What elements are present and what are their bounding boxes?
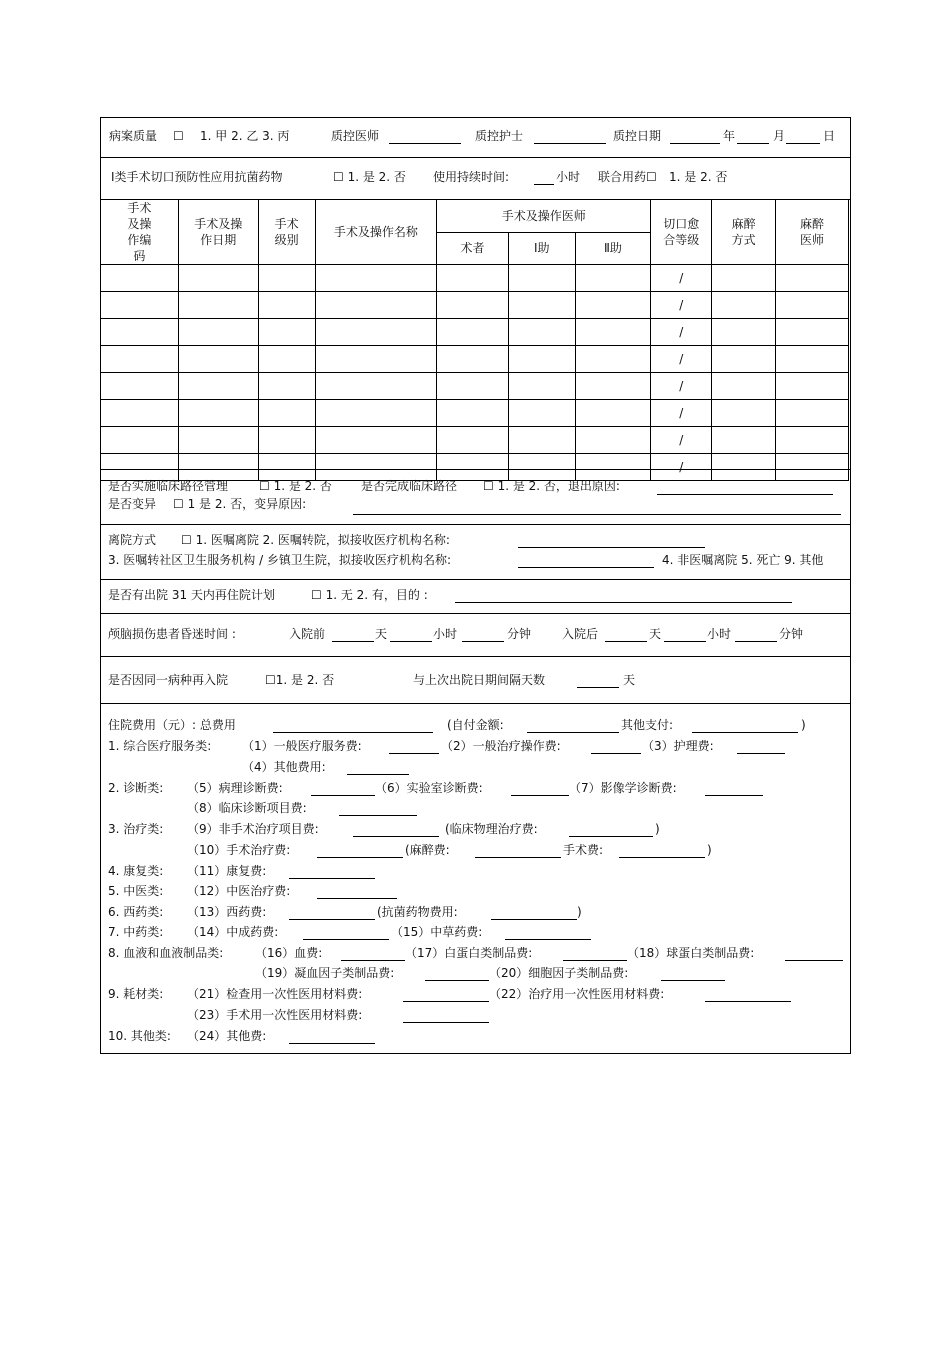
col-wound-grade: 切口愈合等级 xyxy=(651,200,712,265)
discharge-options-line2[interactable]: 3. 医嘱转社区卫生服务机构 / 乡镇卫生院，拟接收医疗机构名称: xyxy=(108,553,451,567)
item-2-label: （2）一般治疗操作费: xyxy=(441,739,561,753)
item-13-close: ) xyxy=(577,905,582,919)
antibiotic-section xyxy=(100,157,851,200)
item-18-field[interactable] xyxy=(785,948,843,961)
case-quality-checkbox[interactable]: ☐ xyxy=(173,129,184,143)
hospital-cost-section xyxy=(100,703,851,1054)
table-row xyxy=(101,292,849,319)
qc-doctor-label: 质控医师 xyxy=(331,129,380,143)
col-anes-doctor: 麻醉医师 xyxy=(776,200,849,265)
item-1-label: （1）一般医疗服务费: xyxy=(242,739,362,753)
item-9b-close: ) xyxy=(655,822,660,836)
cat-3-label: 3. 治疗类: xyxy=(108,822,164,836)
antibiotic-label: Ⅰ类手术切口预防性应用抗菌药物 xyxy=(111,170,283,184)
item-6-label: （6）实验室诊断费: xyxy=(375,781,483,795)
duration-label: 使用持续时间: xyxy=(433,170,510,184)
coma-before-days[interactable] xyxy=(332,629,374,642)
col-anes-method: 麻醉方式 xyxy=(712,200,776,265)
wound-grade-cell[interactable]: / xyxy=(651,400,712,427)
item-3-field[interactable] xyxy=(737,741,785,754)
item-13-label: （13）西药费: xyxy=(187,905,267,919)
coma-after-label: 入院后 xyxy=(562,627,599,641)
item-7-label: （7）影像学诊断费: xyxy=(569,781,677,795)
item-18-label: （18）球蛋白类制品费: xyxy=(627,946,755,960)
item-23-field[interactable] xyxy=(403,1010,489,1023)
coma-after-minute-unit: 分钟 xyxy=(779,627,804,641)
coma-after-days[interactable] xyxy=(605,629,647,642)
pathway-q2-label: 是否完成临床路径 xyxy=(361,479,458,493)
item-16-field[interactable] xyxy=(341,948,405,961)
self-pay-field[interactable] xyxy=(527,720,619,733)
qc-doctor-field[interactable] xyxy=(389,131,461,144)
quality-control-section xyxy=(100,117,851,158)
item-9-label: （9）非手术治疗项目费: xyxy=(187,822,319,836)
coma-before-minute-unit: 分钟 xyxy=(507,627,532,641)
item-20-field[interactable] xyxy=(661,968,725,981)
col-op-name: 手术及操作名称 xyxy=(315,200,437,265)
combo-options: 1. 是 2. 否 xyxy=(669,170,728,184)
qc-nurse-field[interactable] xyxy=(534,131,606,144)
item-6-field[interactable] xyxy=(511,783,569,796)
item-10c-field[interactable] xyxy=(619,845,705,858)
item-8-label: （8）临床诊断项目费: xyxy=(187,801,307,815)
duration-field[interactable] xyxy=(534,172,554,185)
case-quality-options: 1. 甲 2. 乙 3. 丙 xyxy=(200,129,290,143)
year-label: 年 xyxy=(723,129,736,143)
interval-day-unit: 天 xyxy=(623,673,636,687)
item-17-field[interactable] xyxy=(563,948,627,961)
coma-time-section xyxy=(100,613,851,657)
total-cost-label: 住院费用（元）: 总费用 xyxy=(108,718,236,732)
item-5-label: （5）病理诊断费: xyxy=(187,781,283,795)
item-12-label: （12）中医治疗费: xyxy=(187,884,291,898)
item-4-label: （4）其他费用: xyxy=(242,760,326,774)
case-quality-label: 病案质量 xyxy=(109,129,158,143)
cat-2-label: 2. 诊断类: xyxy=(108,781,164,795)
item-10-field[interactable] xyxy=(317,845,403,858)
item-11-field[interactable] xyxy=(289,866,375,879)
readmission-purpose-field[interactable] xyxy=(455,590,792,603)
item-10-label: （10）手术治疗费: xyxy=(187,843,291,857)
item-11-label: （11）康复费: xyxy=(187,864,267,878)
transfer-hospital-field[interactable] xyxy=(518,535,705,548)
wound-grade-cell[interactable]: / xyxy=(651,265,712,292)
cat-9-label: 9. 耗材类: xyxy=(108,987,164,1001)
item-14-field[interactable] xyxy=(303,927,389,940)
table-row xyxy=(101,400,849,427)
other-pay-field[interactable] xyxy=(692,720,798,733)
item-12-field[interactable] xyxy=(317,886,397,899)
coma-after-minutes[interactable] xyxy=(735,629,777,642)
item-20-label: （20）细胞因子类制品费: xyxy=(489,966,629,980)
coma-before-day-unit: 天 xyxy=(375,627,388,641)
col-op-date: 手术及操作日期 xyxy=(178,200,258,265)
wound-grade-cell[interactable]: / xyxy=(651,427,712,454)
discharge-label: 离院方式 xyxy=(108,533,157,547)
cat-10-label: 10. 其他类: xyxy=(108,1029,171,1043)
item-10b-label: (麻醉费: xyxy=(405,843,450,857)
variation-reason-field[interactable] xyxy=(353,502,841,515)
wound-grade-cell[interactable]: / xyxy=(651,346,712,373)
item-22-label: （22）治疗用一次性医用材料费: xyxy=(489,987,665,1001)
month-label: 月 xyxy=(773,129,786,143)
cat-4-label: 4. 康复类: xyxy=(108,864,164,878)
exit-reason-field[interactable] xyxy=(657,482,833,495)
other-pay-label: 其他支付: xyxy=(621,718,674,732)
qc-month-field[interactable] xyxy=(737,131,769,144)
item-22-field[interactable] xyxy=(705,989,791,1002)
item-7-field[interactable] xyxy=(705,783,763,796)
antibiotic-options[interactable]: ☐ 1. 是 2. 否 xyxy=(333,170,406,184)
item-13-field[interactable] xyxy=(289,907,375,920)
item-10-close: ) xyxy=(707,843,712,857)
cat-8-label: 8. 血液和血液制品类: xyxy=(108,946,224,960)
coma-before-hour-unit: 小时 xyxy=(433,627,458,641)
same-disease-label: 是否因同一病种再入院 xyxy=(108,673,229,687)
coma-before-minutes[interactable] xyxy=(462,629,504,642)
table-row xyxy=(101,373,849,400)
clinical-pathway-section xyxy=(100,469,851,525)
item-17-label: （17）白蛋白类制品费: xyxy=(405,946,533,960)
readmission-plan-label: 是否有出院 31 天内再住院计划 xyxy=(108,588,275,602)
col-assist-1: Ⅰ助 xyxy=(508,232,575,265)
cat-5-label: 5. 中医类: xyxy=(108,884,164,898)
cat-1-label: 1. 综合医疗服务类: xyxy=(108,739,212,753)
interval-days-label: 与上次出院日期间隔天数 xyxy=(413,673,546,687)
item-23-label: （23）手术用一次性医用材料费: xyxy=(187,1008,363,1022)
item-19-field[interactable] xyxy=(425,968,489,981)
qc-date-label: 质控日期 xyxy=(613,129,662,143)
item-16-label: （16）血费: xyxy=(255,946,323,960)
discharge-section xyxy=(100,524,851,580)
item-10c-label: 手术费: xyxy=(563,843,604,857)
combo-label[interactable]: 联合用药☐ xyxy=(598,170,657,184)
table-row xyxy=(101,346,849,373)
item-8-field[interactable] xyxy=(339,803,417,816)
item-19-label: （19）凝血因子类制品费: xyxy=(255,966,395,980)
cat-6-label: 6. 西药类: xyxy=(108,905,164,919)
discharge-options-line1[interactable]: ☐ 1. 医嘱离院 2. 医嘱转院，拟接收医疗机构名称: xyxy=(181,533,450,547)
col-op-code: 手术及操作编码 xyxy=(101,200,179,265)
self-pay-label: (自付金额: xyxy=(447,718,504,732)
interval-days-field[interactable] xyxy=(577,675,619,688)
wound-grade-cell[interactable]: / xyxy=(651,319,712,346)
item-2-field[interactable] xyxy=(591,741,641,754)
readmission-plan-options[interactable]: ☐ 1. 无 2. 有，目的 : xyxy=(311,588,428,602)
qc-year-field[interactable] xyxy=(670,131,720,144)
col-op-level: 手术级别 xyxy=(258,200,315,265)
wound-grade-cell[interactable]: / xyxy=(651,454,712,481)
item-9-field[interactable] xyxy=(353,824,439,837)
col-op-doctors: 手术及操作医师 xyxy=(437,200,651,233)
hours-label: 小时 xyxy=(556,170,581,184)
qc-nurse-label: 质控护士 xyxy=(475,129,524,143)
item-9b-label: (临床物理治疗费: xyxy=(445,822,538,836)
qc-day-field[interactable] xyxy=(786,131,820,144)
item-13b-field[interactable] xyxy=(491,907,577,920)
community-center-field[interactable] xyxy=(518,555,654,568)
same-disease-readmission-section xyxy=(100,656,851,704)
readmission-plan-section xyxy=(100,579,851,614)
table-row xyxy=(101,319,849,346)
coma-after-hours[interactable] xyxy=(664,629,706,642)
item-13b-label: (抗菌药物费用: xyxy=(377,905,458,919)
item-21-label: （21）检查用一次性医用材料费: xyxy=(187,987,363,1001)
item-5-field[interactable] xyxy=(311,783,375,796)
total-cost-field[interactable] xyxy=(273,720,433,733)
operations-table xyxy=(100,199,849,481)
coma-before-hours[interactable] xyxy=(390,629,432,642)
cat-7-label: 7. 中药类: xyxy=(108,925,164,939)
coma-before-label: 入院前 xyxy=(289,627,326,641)
col-surgeon: 术者 xyxy=(437,232,509,265)
item-15-field[interactable] xyxy=(505,927,591,940)
item-3-label: （3）护理费: xyxy=(642,739,714,753)
pathway-q2-options[interactable]: ☐ 1. 是 2. 否，退出原因: xyxy=(483,479,620,493)
item-24-field[interactable] xyxy=(289,1031,375,1044)
pathway-q1-options[interactable]: ☐ 1. 是 2. 否 xyxy=(259,479,332,493)
day-label: 日 xyxy=(823,129,836,143)
coma-after-day-unit: 天 xyxy=(649,627,662,641)
wound-grade-cell[interactable]: / xyxy=(651,373,712,400)
total-cost-close: ) xyxy=(801,718,806,732)
table-row xyxy=(101,265,849,292)
table-row xyxy=(101,427,849,454)
coma-after-hour-unit: 小时 xyxy=(707,627,732,641)
coma-label: 颅脑损伤患者昏迷时间 : xyxy=(108,627,236,641)
item-1-field[interactable] xyxy=(389,741,439,754)
item-21-field[interactable] xyxy=(403,989,489,1002)
item-14-label: （14）中成药费: xyxy=(187,925,279,939)
wound-grade-cell[interactable]: / xyxy=(651,292,712,319)
item-4-field[interactable] xyxy=(347,762,409,775)
col-assist-2: Ⅱ助 xyxy=(575,232,651,265)
pathway-q3-label: 是否变异 xyxy=(108,497,157,511)
item-10b-field[interactable] xyxy=(475,845,561,858)
same-disease-options[interactable]: ☐1. 是 2. 否 xyxy=(265,673,335,687)
item-15-label: （15）中草药费: xyxy=(391,925,483,939)
pathway-q1-label: 是否实施临床路径管理 xyxy=(108,479,229,493)
item-24-label: （24）其他费: xyxy=(187,1029,267,1043)
operations-section xyxy=(100,199,851,474)
discharge-options-line2-tail[interactable]: 4. 非医嘱离院 5. 死亡 9. 其他 xyxy=(662,553,824,567)
item-9b-field[interactable] xyxy=(569,824,653,837)
pathway-q3-options[interactable]: ☐ 1 是 2. 否，变异原因: xyxy=(173,497,307,511)
